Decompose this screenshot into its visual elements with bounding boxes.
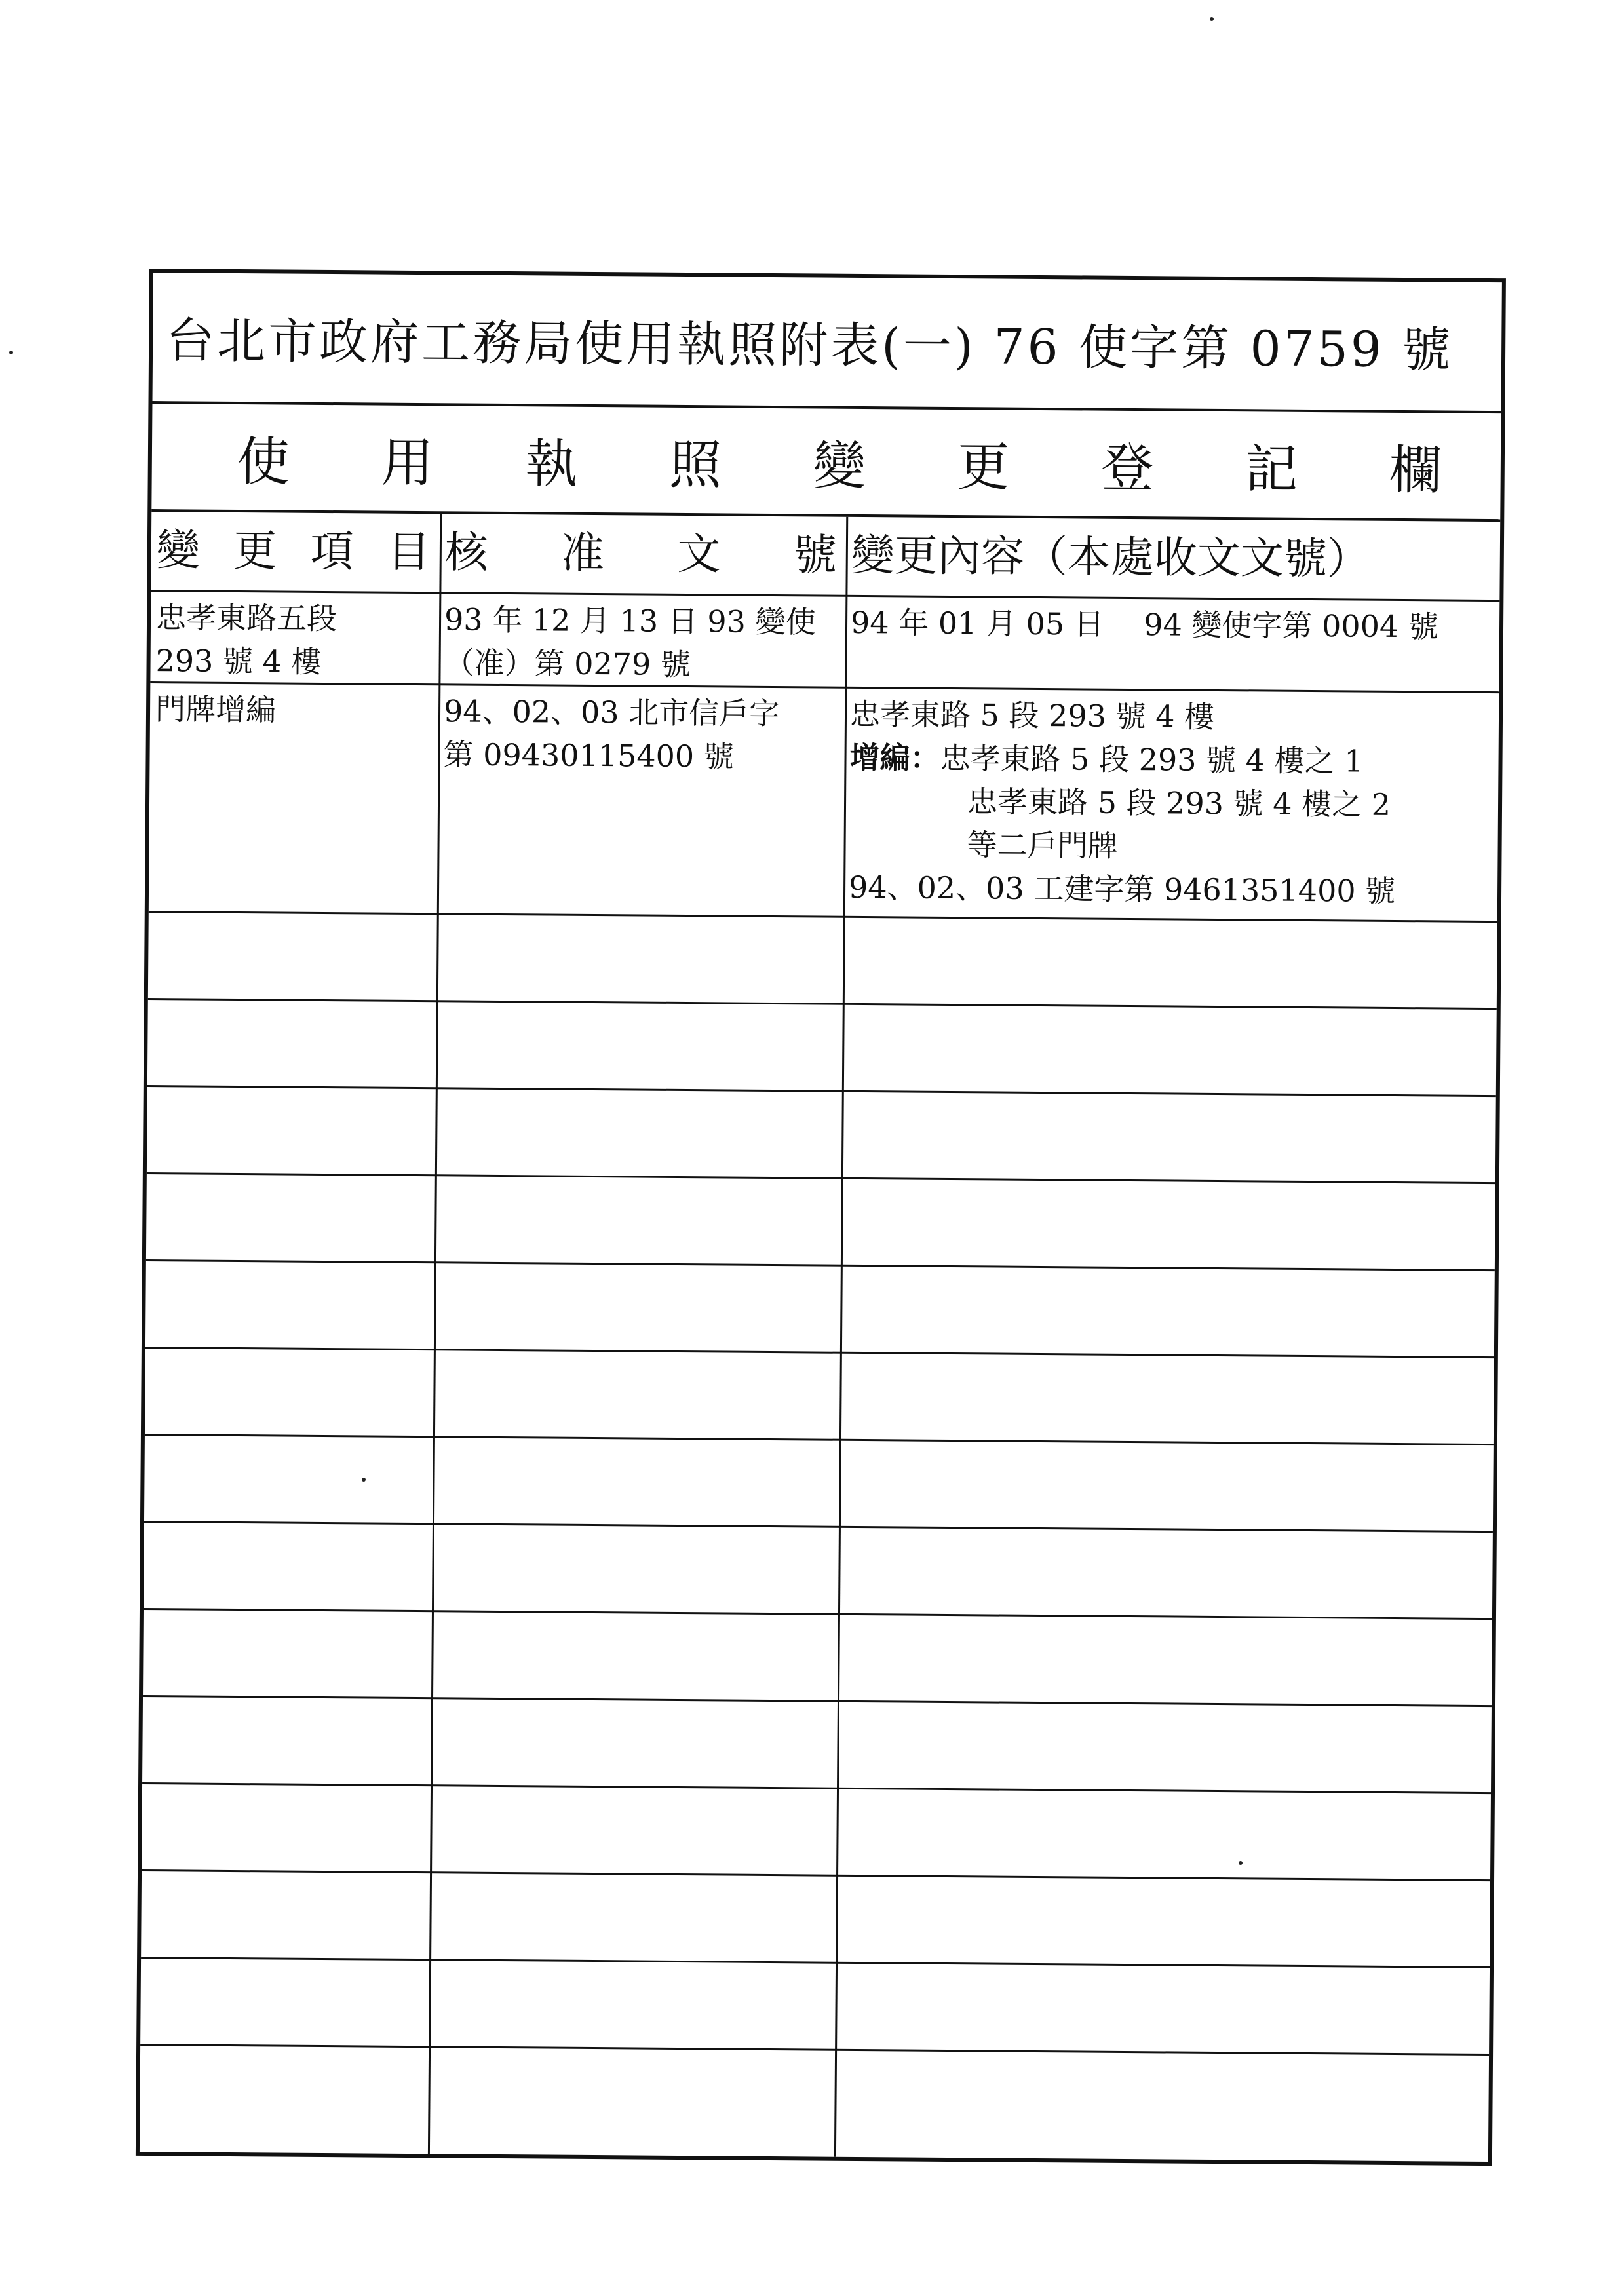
row-content-cell <box>845 597 1499 691</box>
cell-line: 忠孝東路五段 <box>155 600 338 637</box>
form-title-row <box>152 273 1501 413</box>
row-approval-cell <box>438 594 845 687</box>
cell-line: 94 年 01 月 05 日 94 變使字第 0004 號 <box>850 604 1439 645</box>
table-row <box>150 592 1499 693</box>
cell-line: （准）第 0279 號 <box>444 645 691 683</box>
empty-table-row <box>145 1261 1495 1358</box>
header-char: 目 <box>387 526 431 578</box>
subtitle-char: 記 <box>1244 438 1298 500</box>
empty-table-row <box>143 1610 1492 1707</box>
subtitle-char: 登 <box>1100 437 1154 499</box>
registration-table <box>140 512 1500 2162</box>
subtitle-char: 使 <box>237 430 290 493</box>
empty-table-row <box>141 1871 1490 1968</box>
header-char: 變 <box>156 525 201 576</box>
subtitle-char: 執 <box>524 433 578 495</box>
empty-table-row <box>144 1436 1494 1533</box>
cell-text: 忠孝東路 5 段 293 號 4 樓之 1 <box>940 740 1364 779</box>
header-char: 號 <box>793 529 838 581</box>
subtitle-char: 照 <box>668 434 722 496</box>
cell-line: 94、02、03 工建字第 9461351400 號 <box>848 869 1396 909</box>
header-approval <box>439 514 846 595</box>
empty-table-row <box>147 1087 1496 1184</box>
header-char: 更 <box>233 525 277 577</box>
change-registration-form <box>136 269 1506 2166</box>
subtitle-char: 用 <box>381 432 434 494</box>
row-item-cell <box>149 683 439 913</box>
empty-table-row <box>148 913 1497 1010</box>
empty-table-row <box>147 1000 1497 1097</box>
header-char: 核 <box>444 527 489 578</box>
scan-speck <box>362 1478 366 1482</box>
cell-line <box>849 736 1493 784</box>
cell-line: 第 09430115400 號 <box>443 737 734 775</box>
subtitle-char: 更 <box>957 436 1010 498</box>
scan-speck <box>1210 17 1214 21</box>
cell-line: 94、02、03 北市信戶字 <box>443 693 780 732</box>
row-item-cell <box>150 592 439 683</box>
subtitle-char: 欄 <box>1389 439 1442 501</box>
scan-speck <box>9 351 13 354</box>
cell-line: 等二戶門牌 <box>967 827 1118 864</box>
cell-line: 忠孝東路 5 段 293 號 4 樓 <box>849 696 1215 735</box>
row-approval-cell <box>437 685 845 916</box>
header-char: 項 <box>310 526 354 577</box>
subtitle-char: 變 <box>813 435 866 497</box>
empty-table-row <box>140 1959 1490 2056</box>
cell-line: 93 年 12 月 13 日 93 變使 <box>444 602 816 640</box>
table-header-row <box>151 512 1500 602</box>
empty-table-row <box>145 1349 1494 1445</box>
header-item <box>151 512 440 592</box>
form-title: 台北市政府工務局使用執照附表(一) 76 使字第 0759 號 <box>165 313 1454 379</box>
add-label: 增編： <box>849 739 940 776</box>
header-char: 文 <box>677 528 721 580</box>
empty-table-row <box>144 1523 1493 1620</box>
cell-line: 忠孝東路 5 段 293 號 4 樓之 2 <box>967 784 1391 822</box>
empty-table-row <box>142 1697 1492 1794</box>
cell-line: 293 號 4 樓 <box>155 643 322 679</box>
table-row <box>149 683 1499 923</box>
scan-speck <box>1239 1861 1243 1865</box>
form-subtitle-row <box>151 404 1501 522</box>
header-char: 准 <box>560 527 605 579</box>
empty-table-row <box>140 2046 1489 2143</box>
empty-table-row <box>142 1784 1491 1881</box>
header-content: 變更內容（本處收文文號） <box>851 529 1371 584</box>
cell-line: 門牌增編 <box>155 691 277 728</box>
empty-table-row <box>146 1174 1495 1271</box>
row-content-cell <box>843 689 1499 921</box>
